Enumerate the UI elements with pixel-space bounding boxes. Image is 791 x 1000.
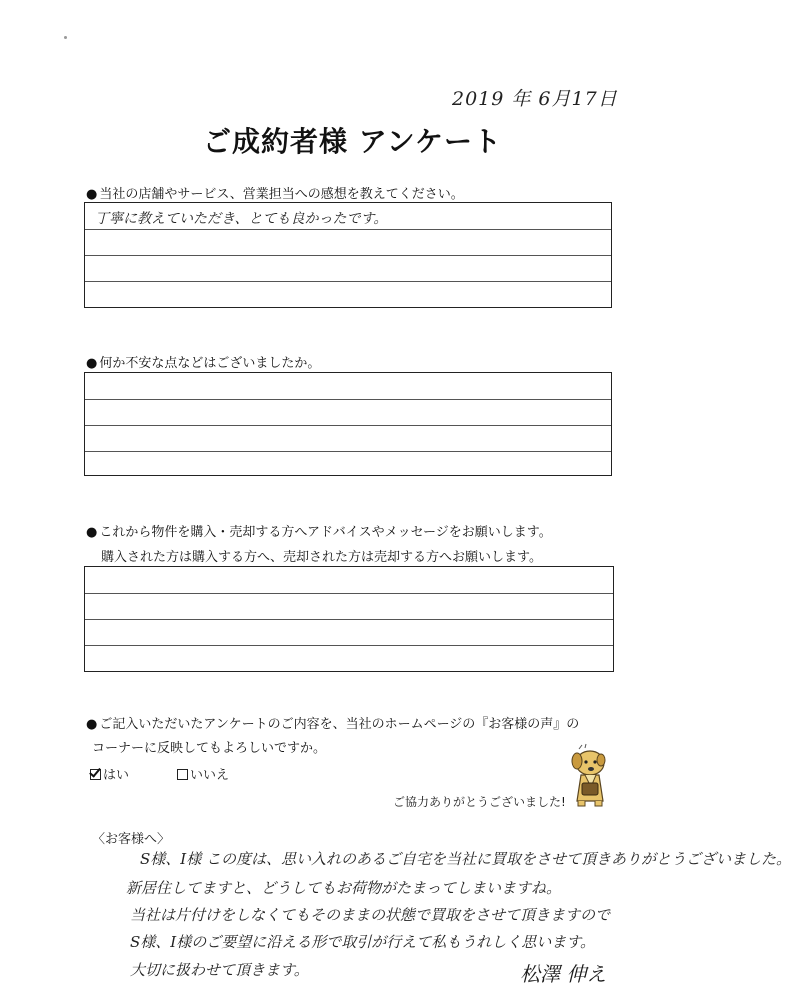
ruled-line <box>85 425 611 426</box>
question-2-answer-box[interactable] <box>84 372 612 476</box>
question-3-text: これから物件を購入・売却する方へアドバイスやメッセージをお願いします。 <box>99 525 552 540</box>
question-3-answer-box[interactable] <box>84 566 614 672</box>
question-1-answer: 丁寧に教えていただき、とても良かったです。 <box>95 211 388 227</box>
survey-date: 2019 年 6月17日 <box>452 88 618 110</box>
message-line-1: S様、I様 この度は、思い入れのあるご自宅を当社に買取をさせて頂きありがとうございました。 <box>140 850 791 868</box>
ruled-line <box>85 229 611 230</box>
scan-speck <box>64 36 67 39</box>
ruled-line <box>85 281 611 282</box>
ruled-line <box>85 593 613 594</box>
question-3-label <box>86 521 552 540</box>
message-line-2: 新居住してますと、どうしてもお荷物がたまってしまいますね。 <box>126 879 562 897</box>
question-1-text: 当社の店舗やサービス、営業担当への感想を教えてください。 <box>99 187 464 202</box>
ruled-line <box>85 619 613 620</box>
bullet-icon: ● <box>86 525 98 540</box>
ruled-line <box>85 451 611 452</box>
option-no-label: いいえ <box>190 768 230 783</box>
question-4-text-line2: コーナーに反映してもよろしいですか。 <box>92 741 327 756</box>
message-line-5: 大切に扱わせて頂きます。 <box>130 961 309 979</box>
option-yes-label: はい <box>103 768 130 783</box>
bullet-icon: ● <box>86 717 98 732</box>
question-1-label <box>86 183 464 202</box>
checkbox-checked-icon[interactable] <box>90 769 101 780</box>
question-3-subtext: 購入された方は購入する方へ、売却された方は売却する方へお願いします。 <box>101 550 542 565</box>
checkbox-empty-icon[interactable] <box>177 769 188 780</box>
question-2-label <box>86 352 320 371</box>
thanks-message: ご協力ありがとうございました! <box>393 795 566 809</box>
staff-signature: 松澤 伸え <box>520 962 607 986</box>
ruled-line <box>85 255 611 256</box>
question-4-text: ご記入いただいたアンケートのご内容を、当社のホームページの『お客様の声』の <box>99 717 580 732</box>
message-label: 〈お客様へ〉 <box>92 832 171 847</box>
page-title: ご成約者様 アンケート <box>202 125 503 158</box>
dog-mascot-icon <box>565 743 613 809</box>
question-1-answer-box[interactable] <box>84 202 612 308</box>
option-yes[interactable] <box>90 764 129 783</box>
bullet-icon: ● <box>86 356 98 371</box>
message-line-4: S様、I様のご要望に沿える形で取引が行えて私もうれしく思います。 <box>130 933 596 951</box>
option-no[interactable] <box>177 764 229 783</box>
message-line-3: 当社は片付けをしなくてもそのままの状態で買取をさせて頂きますので <box>130 906 611 924</box>
ruled-line <box>85 399 611 400</box>
ruled-line <box>85 645 613 646</box>
question-4-label <box>86 713 579 732</box>
question-2-text: 何か不安な点などはございましたか。 <box>99 356 321 371</box>
bullet-icon: ● <box>86 187 98 202</box>
